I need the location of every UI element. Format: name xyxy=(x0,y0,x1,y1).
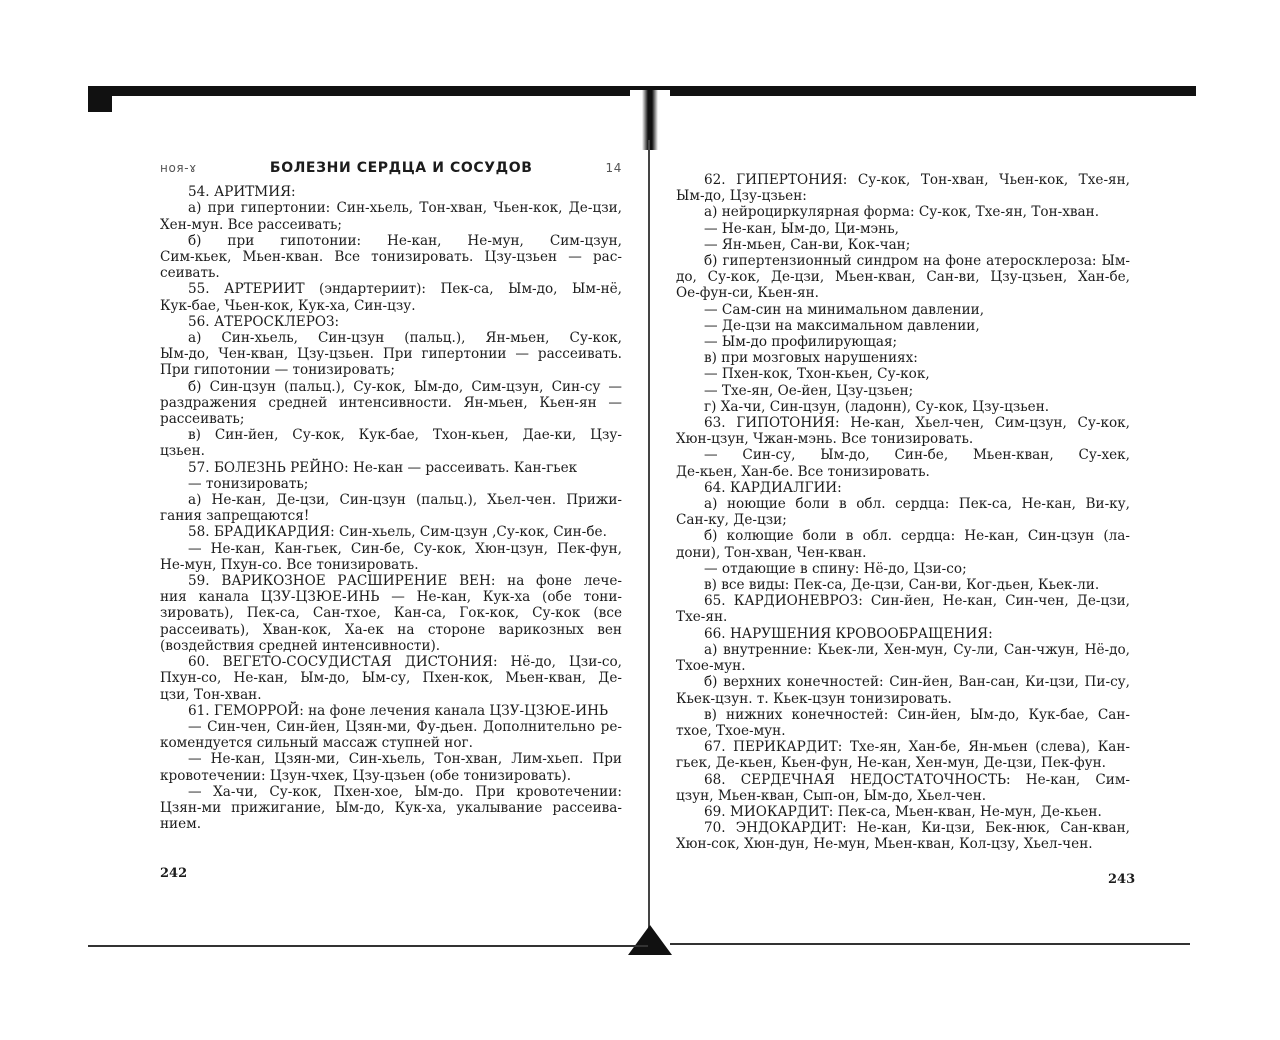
text-line: а) нейроциркулярная форма: Су-кок, Тхе-ян, Тон-хван. xyxy=(704,204,1100,221)
text-line: Ое-фун-си, Кьен-ян. xyxy=(676,285,819,302)
text-line: (воздействия средней интенсивности). xyxy=(160,637,441,654)
page-number-right: 243 xyxy=(1108,872,1136,887)
text-line: Кьек-цзун. т. Кьек-цзун тонизировать. xyxy=(676,690,952,707)
text-line: гьек, Де-кьен, Кьен-фун, Не-кан, Хен-мун, Де-цзи, Пек-фун. xyxy=(676,755,1107,772)
text-line: — Не-кан, Ым-до, Ци-мэнь, xyxy=(704,220,899,237)
text-line: в) Син-йен, Су-кок, Кук-бае, Тхон-кьен, Дае-ки, Цзу- xyxy=(188,427,622,444)
text-line: раздражения средней интенсивности. Ян-мьен, Кьен-ян — xyxy=(160,394,622,411)
text-line: а) при гипертонии: Син-хьель, Тон-хван, Чьен-кок, Де-цзи, xyxy=(188,200,622,217)
text-line: Цзян-ми прижигание, Ым-до, Кук-ха, укалывание рассеива- xyxy=(160,799,622,816)
text-line: — Де-цзи на максимальном давлении, xyxy=(704,317,980,334)
text-line: — Син-су, Ым-до, Син-бе, Мьен-кван, Су-хек, xyxy=(704,447,1130,464)
text-line: в) нижних конечностей: Син-йен, Ым-до, Кук-бае, Сан- xyxy=(704,706,1130,723)
text-line: — Ха-чи, Су-кок, Пхен-хое, Ым-до. При кровотечении: xyxy=(188,783,622,800)
text-line: — Ян-мьен, Сан-ви, Кок-чан; xyxy=(704,236,911,253)
text-line: а) Не-кан, Де-цзи, Син-цзун (пальц.), Хьел-чен. Прижи- xyxy=(188,492,622,509)
text-line: — Пхен-кок, Тхон-кьен, Су-кок, xyxy=(704,366,930,383)
text-line: 62. ГИПЕРТОНИЯ: Су-кок, Тон-хван, Чьен-кок, Тхе-ян, xyxy=(704,172,1130,188)
header-title: БОЛЕЗНИ СЕРДЦА И СОСУДОВ xyxy=(269,160,533,176)
text-line: 57. БОЛЕЗНЬ РЕЙНО: Не-кан — рассеивать. Кан-гьек xyxy=(188,459,578,476)
book-gutter-top xyxy=(630,90,670,150)
text-line: ния канала ЦЗУ-ЦЗЮЕ-ИНЬ — Не-кан, Кук-ха (обе тони- xyxy=(160,589,622,606)
text-line: Тхое-мун. xyxy=(676,658,746,675)
header-right-marker: 14 xyxy=(605,161,622,175)
text-line: — Син-чен, Син-йен, Цзян-ми, Фу-дьен. Дополнительно ре- xyxy=(188,718,622,735)
text-line: Сим-кьек, Мьен-кван. Все тонизировать. Цзу-цзьен — рас- xyxy=(160,249,622,266)
text-line: — отдающие в спину: Нё-до, Цзи-со; xyxy=(704,560,967,577)
text-line: кровотечении: Цзун-чхек, Цзу-цзьен (обе тонизировать). xyxy=(160,767,572,784)
text-line: 64. КАРДИАЛГИИ: xyxy=(704,479,842,496)
text-line: а) ноющие боли в обл. сердца: Пек-са, Не-кан, Ви-ку, xyxy=(704,496,1130,513)
right-page xyxy=(676,172,1130,853)
text-line: гания запрещаются! xyxy=(160,508,310,525)
text-line: г) Ха-чи, Син-цзун, (ладонн), Су-кок, Цзу-цзьен. xyxy=(704,398,1050,415)
text-line: а) Син-хьель, Син-цзун (пальц.), Ян-мьен, Су-кок, xyxy=(188,330,622,347)
text-line: 54. АРИТМИЯ: xyxy=(188,184,296,201)
text-line: — Не-кан, Кан-гьек, Син-бе, Су-кок, Хюн-цзун, Пек-фун, xyxy=(188,540,622,557)
text-line: 70. ЭНДОКАРДИТ: Не-кан, Ки-цзи, Бек-нюк, Сан-кван, xyxy=(704,820,1130,837)
text-line: б) колющие боли в обл. сердца: Не-кан, Син-цзун (ла- xyxy=(704,528,1130,545)
text-line: Де-кьен, Хан-бе. Все тонизировать. xyxy=(676,463,930,480)
text-line: в) все виды: Пек-са, Де-цзи, Сан-ви, Ког-дьен, Кьек-ли. xyxy=(704,577,1100,594)
text-line: 63. ГИПОТОНИЯ: Не-кан, Хьел-чен, Сим-цзун, Су-кок, xyxy=(704,415,1130,432)
left-page xyxy=(160,160,622,832)
text-line: б) гипертензионный синдром на фоне атеросклероза: Ым- xyxy=(704,253,1130,270)
page-number-left: 242 xyxy=(160,866,188,881)
text-line: — Не-кан, Цзян-ми, Син-хьель, Тон-хван, Лим-хьеп. При xyxy=(188,751,622,768)
text-line: а) внутренние: Кьек-ли, Хен-мун, Су-ли, Сан-чжун, Нё-до, xyxy=(704,641,1130,658)
text-line: Кук-бае, Чьен-кок, Кук-ха, Син-цзу. xyxy=(160,297,416,314)
text-line: Пхун-со, Не-кан, Ым-до, Ым-су, Пхен-кок, Мьен-кван, Де- xyxy=(160,670,622,687)
text-line: нием. xyxy=(160,816,202,833)
text-line: рассеивать; xyxy=(160,411,245,428)
text-line: цзи, Тон-хван. xyxy=(160,686,262,703)
text-line: 56. АТЕРОСКЛЕРОЗ: xyxy=(188,313,340,330)
text-line: Ым-до, Чен-кван, Цзу-цзьен. При гипертонии — рассеивать. xyxy=(160,346,622,363)
text-line: — Ым-до профилирующая; xyxy=(704,334,898,351)
text-line: Сан-ку, Де-цзи; xyxy=(676,512,787,529)
scan-top-corner xyxy=(88,86,112,112)
text-line: 61. ГЕМОРРОЙ: на фоне лечения канала ЦЗУ-ЦЗЮЕ-ИНЬ xyxy=(188,702,609,719)
text-line: — Тхе-ян, Ое-йен, Цзу-цзьен; xyxy=(704,382,914,399)
text-line: — тонизировать; xyxy=(188,475,309,492)
text-line: комендуется сильный массаж ступней ног. xyxy=(160,735,473,752)
text-line: б) верхних конечностей: Син-йен, Ван-сан, Ки-цзи, Пи-су, xyxy=(704,674,1130,691)
text-line: б) Син-цзун (пальц.), Су-кок, Ым-до, Сим-цзун, Син-су — xyxy=(188,378,622,395)
scan-bottom-edge-left xyxy=(88,945,648,947)
text-line: 69. МИОКАРДИТ: Пек-са, Мьен-кван, Не-мун, Де-кьен. xyxy=(704,803,1102,820)
text-line: 58. БРАДИКАРДИЯ: Син-хьель, Сим-цзун ,Су-кок, Син-бе. xyxy=(188,524,607,541)
text-line: 65. КАРДИОНЕВРОЗ: Син-йен, Не-кан, Син-чен, Де-цзи, xyxy=(704,593,1130,610)
header-left-marker: ноя-ɤ xyxy=(160,161,197,175)
text-line: 55. АРТЕРИИТ (эндартериит): Пек-са, Ым-до, Ым-нё, xyxy=(188,281,622,298)
text-line: до, Су-кок, Де-цзи, Мьен-кван, Сан-ви, Цзу-цзьен, Хан-бе, xyxy=(676,269,1130,286)
running-header xyxy=(160,160,622,176)
text-line: Ым-до, Цзу-цзьен: xyxy=(676,188,807,205)
text-line: 59. ВАРИКОЗНОЕ РАСШИРЕНИЕ ВЕН: на фоне лече- xyxy=(188,573,622,590)
text-line: цзьен. xyxy=(160,443,205,460)
right-page-text xyxy=(676,172,1130,853)
text-line: При гипотонии — тонизировать; xyxy=(160,362,395,379)
text-line: зировать), Пек-са, Сан-тхое, Кан-са, Гок-кок, Су-кок (все xyxy=(160,605,622,622)
text-line: сеивать. xyxy=(160,265,220,282)
text-line: — Сам-син на минимальном давлении, xyxy=(704,301,985,318)
text-line: Тхе-ян. xyxy=(676,609,728,626)
book-gutter-bottom xyxy=(628,925,672,955)
text-line: дони), Тон-хван, Чен-кван. xyxy=(676,544,867,561)
text-line: б) при гипотонии: Не-кан, Не-мун, Сим-цзун, xyxy=(188,232,622,249)
text-line: Хюн-сок, Хюн-дун, Не-мун, Мьен-кван, Кол-цзу, Хьел-чен. xyxy=(676,836,1093,853)
text-line: 67. ПЕРИКАРДИТ: Тхе-ян, Хан-бе, Ян-мьен (слева), Кан- xyxy=(704,739,1130,756)
text-line: 68. СЕРДЕЧНАЯ НЕДОСТАТОЧНОСТЬ: Не-кан, Сим- xyxy=(704,771,1130,788)
text-line: тхое, Тхое-мун. xyxy=(676,722,786,739)
text-line: Хен-мун. Все рассеивать; xyxy=(160,216,343,233)
text-line: 60. ВЕГЕТО-СОСУДИСТАЯ ДИСТОНИЯ: Нё-до, Цзи-со, xyxy=(188,654,622,671)
book-gutter xyxy=(648,140,650,940)
text-line: Хюн-цзун, Чжан-мэнь. Все тонизировать. xyxy=(676,431,974,448)
text-line: цзун, Мьен-кван, Сып-он, Ым-до, Хьел-чен. xyxy=(676,787,987,804)
text-line: 66. НАРУШЕНИЯ КРОВООБРАЩЕНИЯ: xyxy=(704,625,993,642)
text-line: в) при мозговых нарушениях: xyxy=(704,350,918,367)
scan-bottom-edge-right xyxy=(670,943,1190,945)
text-line: Не-мун, Пхун-со. Все тонизировать. xyxy=(160,556,419,573)
text-line: рассеивать), Хван-кок, Ха-ек на стороне варикозных вен xyxy=(160,621,622,638)
left-page-text xyxy=(160,184,622,832)
